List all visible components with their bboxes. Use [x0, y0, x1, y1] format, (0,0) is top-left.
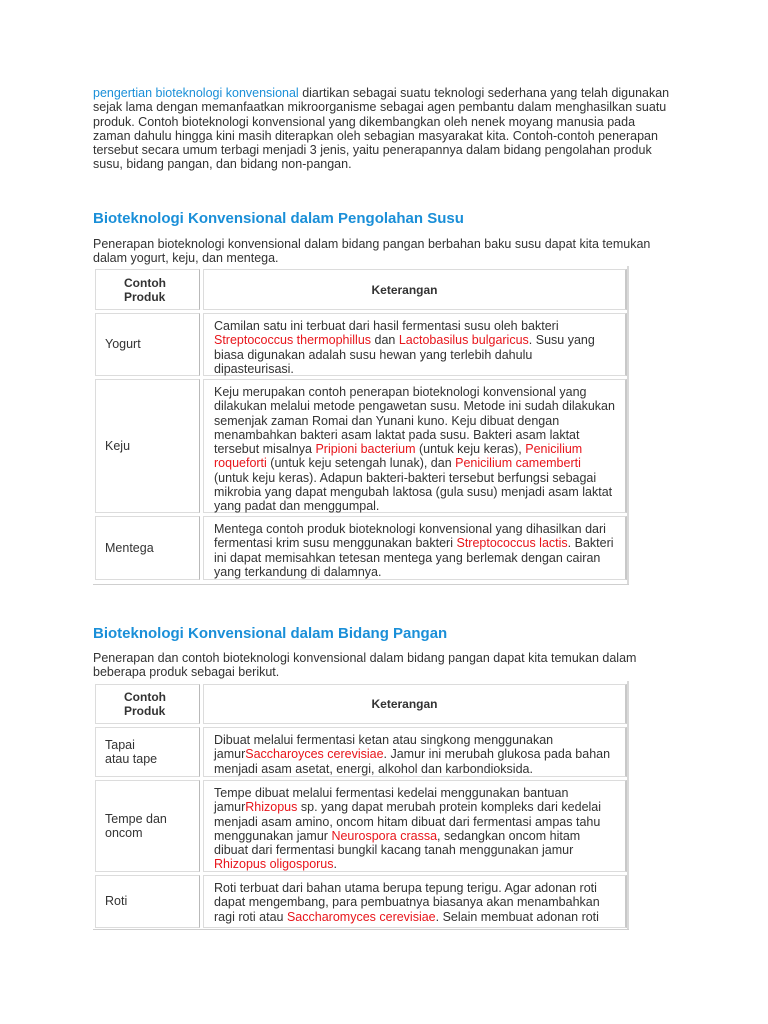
bacteria-name: Pripioni bacterium [315, 442, 416, 457]
table-row [95, 780, 627, 872]
desc-text: Keju merupakan contoh penerapan bioteknologi konvensional yang dilakukan melalui metode pengawetan susu. Metode ini sudah dilakukan semenjak zaman Romai dan Yunani kuno. Keju dibuat dengan menambahkan bakteri asam laktat pada susu. Bakteri asam laktat tersebut misalnya [214, 385, 615, 457]
table-edge [627, 681, 629, 929]
table-pangan [93, 681, 629, 930]
desc-text: sp. yang dapat merubah protein kompleks dari kedelai menjadi asam amino, oncom hitam dibuat dari fermentasi ampas tahu menggunakan jamur [214, 800, 602, 843]
desc-text: dan [371, 333, 399, 348]
bacteria-name: Penicilium camemberti [455, 456, 581, 471]
description-cell [203, 379, 627, 513]
table-row [95, 727, 627, 777]
desc-text: (untuk keju keras). Adapun bakteri-bakteri tersebut berfungsi sebagai mikrobia yang dapat mengubah laktosa (gula susu) menjadi asam laktat yang padat dan menggumpal. [214, 470, 613, 514]
intro-paragraph [93, 86, 673, 172]
intro-link[interactable]: pengertian bioteknologi konvensional [93, 86, 299, 100]
header-col-description: Keterangan [203, 684, 627, 724]
desc-text: . Bakteri ini dapat memisahkan tetesan mentega yang berlemak dengan cairan yang terkandung di dalamnya. [214, 536, 614, 579]
description-cell [203, 875, 627, 928]
fungus-name: Saccharoyces cerevisiae [245, 747, 384, 762]
fungus-name: Saccharomyces cerevisiae [286, 909, 436, 924]
product-cell: Tapai atau tape [95, 727, 200, 777]
section-lead-pangan: Penerapan dan contoh bioteknologi konvensional dalam bidang pangan dapat kita temukan dalam beberapa produk sebagai berikut. [93, 651, 637, 680]
table-row [95, 379, 627, 513]
desc-text: . [333, 857, 337, 872]
product-cell: Yogurt [95, 313, 200, 376]
description-cell [203, 780, 627, 872]
table-row [95, 313, 627, 376]
product-cell: Tempe dan oncom [95, 780, 200, 872]
description-cell [203, 516, 627, 580]
fungus-name: Rhizopus oligosporus [214, 857, 334, 872]
fungus-name: Neurospora crassa [331, 828, 438, 843]
table-edge [627, 266, 629, 584]
desc-text: Dibuat melalui fermentasi ketan atau singkong menggunakan jamur [214, 733, 554, 762]
table-row [95, 516, 627, 580]
header-col-product: Contoh Produk [95, 269, 200, 310]
desc-text: Mentega contoh produk bioteknologi konvensional yang dihasilkan dari fermentasi krim susu menggunakan bakteri [214, 522, 606, 551]
bacteria-name: Penicilium roqueforti [214, 442, 583, 471]
table-row [95, 875, 627, 928]
fungus-name: Rhizopus [245, 800, 298, 815]
bacteria-name: Streptococcus lactis [456, 536, 568, 551]
desc-text: Tempe dibuat melalui fermentasi kedelai menggunakan bantuan jamur [214, 786, 569, 815]
desc-text: . Susu yang biasa digunakan adalah susu hewan yang terlebih dahulu dipasteurisasi. [214, 333, 595, 376]
desc-text: (untuk keju keras), [415, 442, 526, 457]
intro-text: diartikan sebagai suatu teknologi sederhana yang telah digunakan sejak lama dengan memanfaatkan mikroorganisme sebagai agen pembantu dalam menghasilkan suatu produk. Contoh bioteknologi konvensional yang dikembangkan oleh nenek moyang manusia pada zaman dahulu hingga kini masih diterapkan oleh sebagian masyarakat kita. Contoh-contoh penerapan tersebut secara umum terbagi menjadi 3 jenis, yaitu penerapannya dalam bidang pengolahan produk susu, bidang pangan, dan bidang non-pangan. [93, 86, 670, 172]
desc-text: . Jamur ini merubah glukosa pada bahan menjadi asam asetat, energi, alkohol dan karbondioksida. [214, 747, 611, 776]
header-col-description: Keterangan [203, 269, 627, 310]
product-cell: Keju [95, 379, 200, 513]
section-lead-susu: Penerapan bioteknologi konvensional dalam bidang pangan berbahan baku susu dapat kita temukan dalam yogurt, keju, dan mentega. [93, 237, 651, 266]
table-header [95, 269, 627, 310]
section-title-susu: Bioteknologi Konvensional dalam Pengolahan Susu [93, 210, 464, 227]
table-header [95, 684, 627, 724]
bacteria-name: Streptococcus thermophillus [214, 333, 372, 348]
table-susu [93, 266, 629, 585]
product-cell: Mentega [95, 516, 200, 580]
description-cell [203, 313, 627, 376]
bacteria-name: Lactobasilus bulgaricus [398, 333, 529, 348]
product-cell: Roti [95, 875, 200, 928]
desc-text: Camilan satu ini terbuat dari hasil fermentasi susu oleh bakteri [214, 319, 559, 333]
section-title-pangan: Bioteknologi Konvensional dalam Bidang Pangan [93, 625, 448, 642]
header-col-product: Contoh Produk [95, 684, 200, 724]
desc-text: . Selain membuat adonan roti [435, 909, 599, 924]
description-cell [203, 727, 627, 777]
desc-text: (untuk keju setengah lunak), dan [266, 456, 456, 471]
desc-text: , sedangkan oncom hitam dibuat dari fermentasi bungkil kacang tanah menggunakan jamur [214, 828, 581, 858]
desc-text: Roti terbuat dari bahan utama berupa tepung terigu. Agar adonan roti dapat mengembang, para pembuatnya biasanya akan menambahkan ragi roti atau [214, 881, 600, 924]
